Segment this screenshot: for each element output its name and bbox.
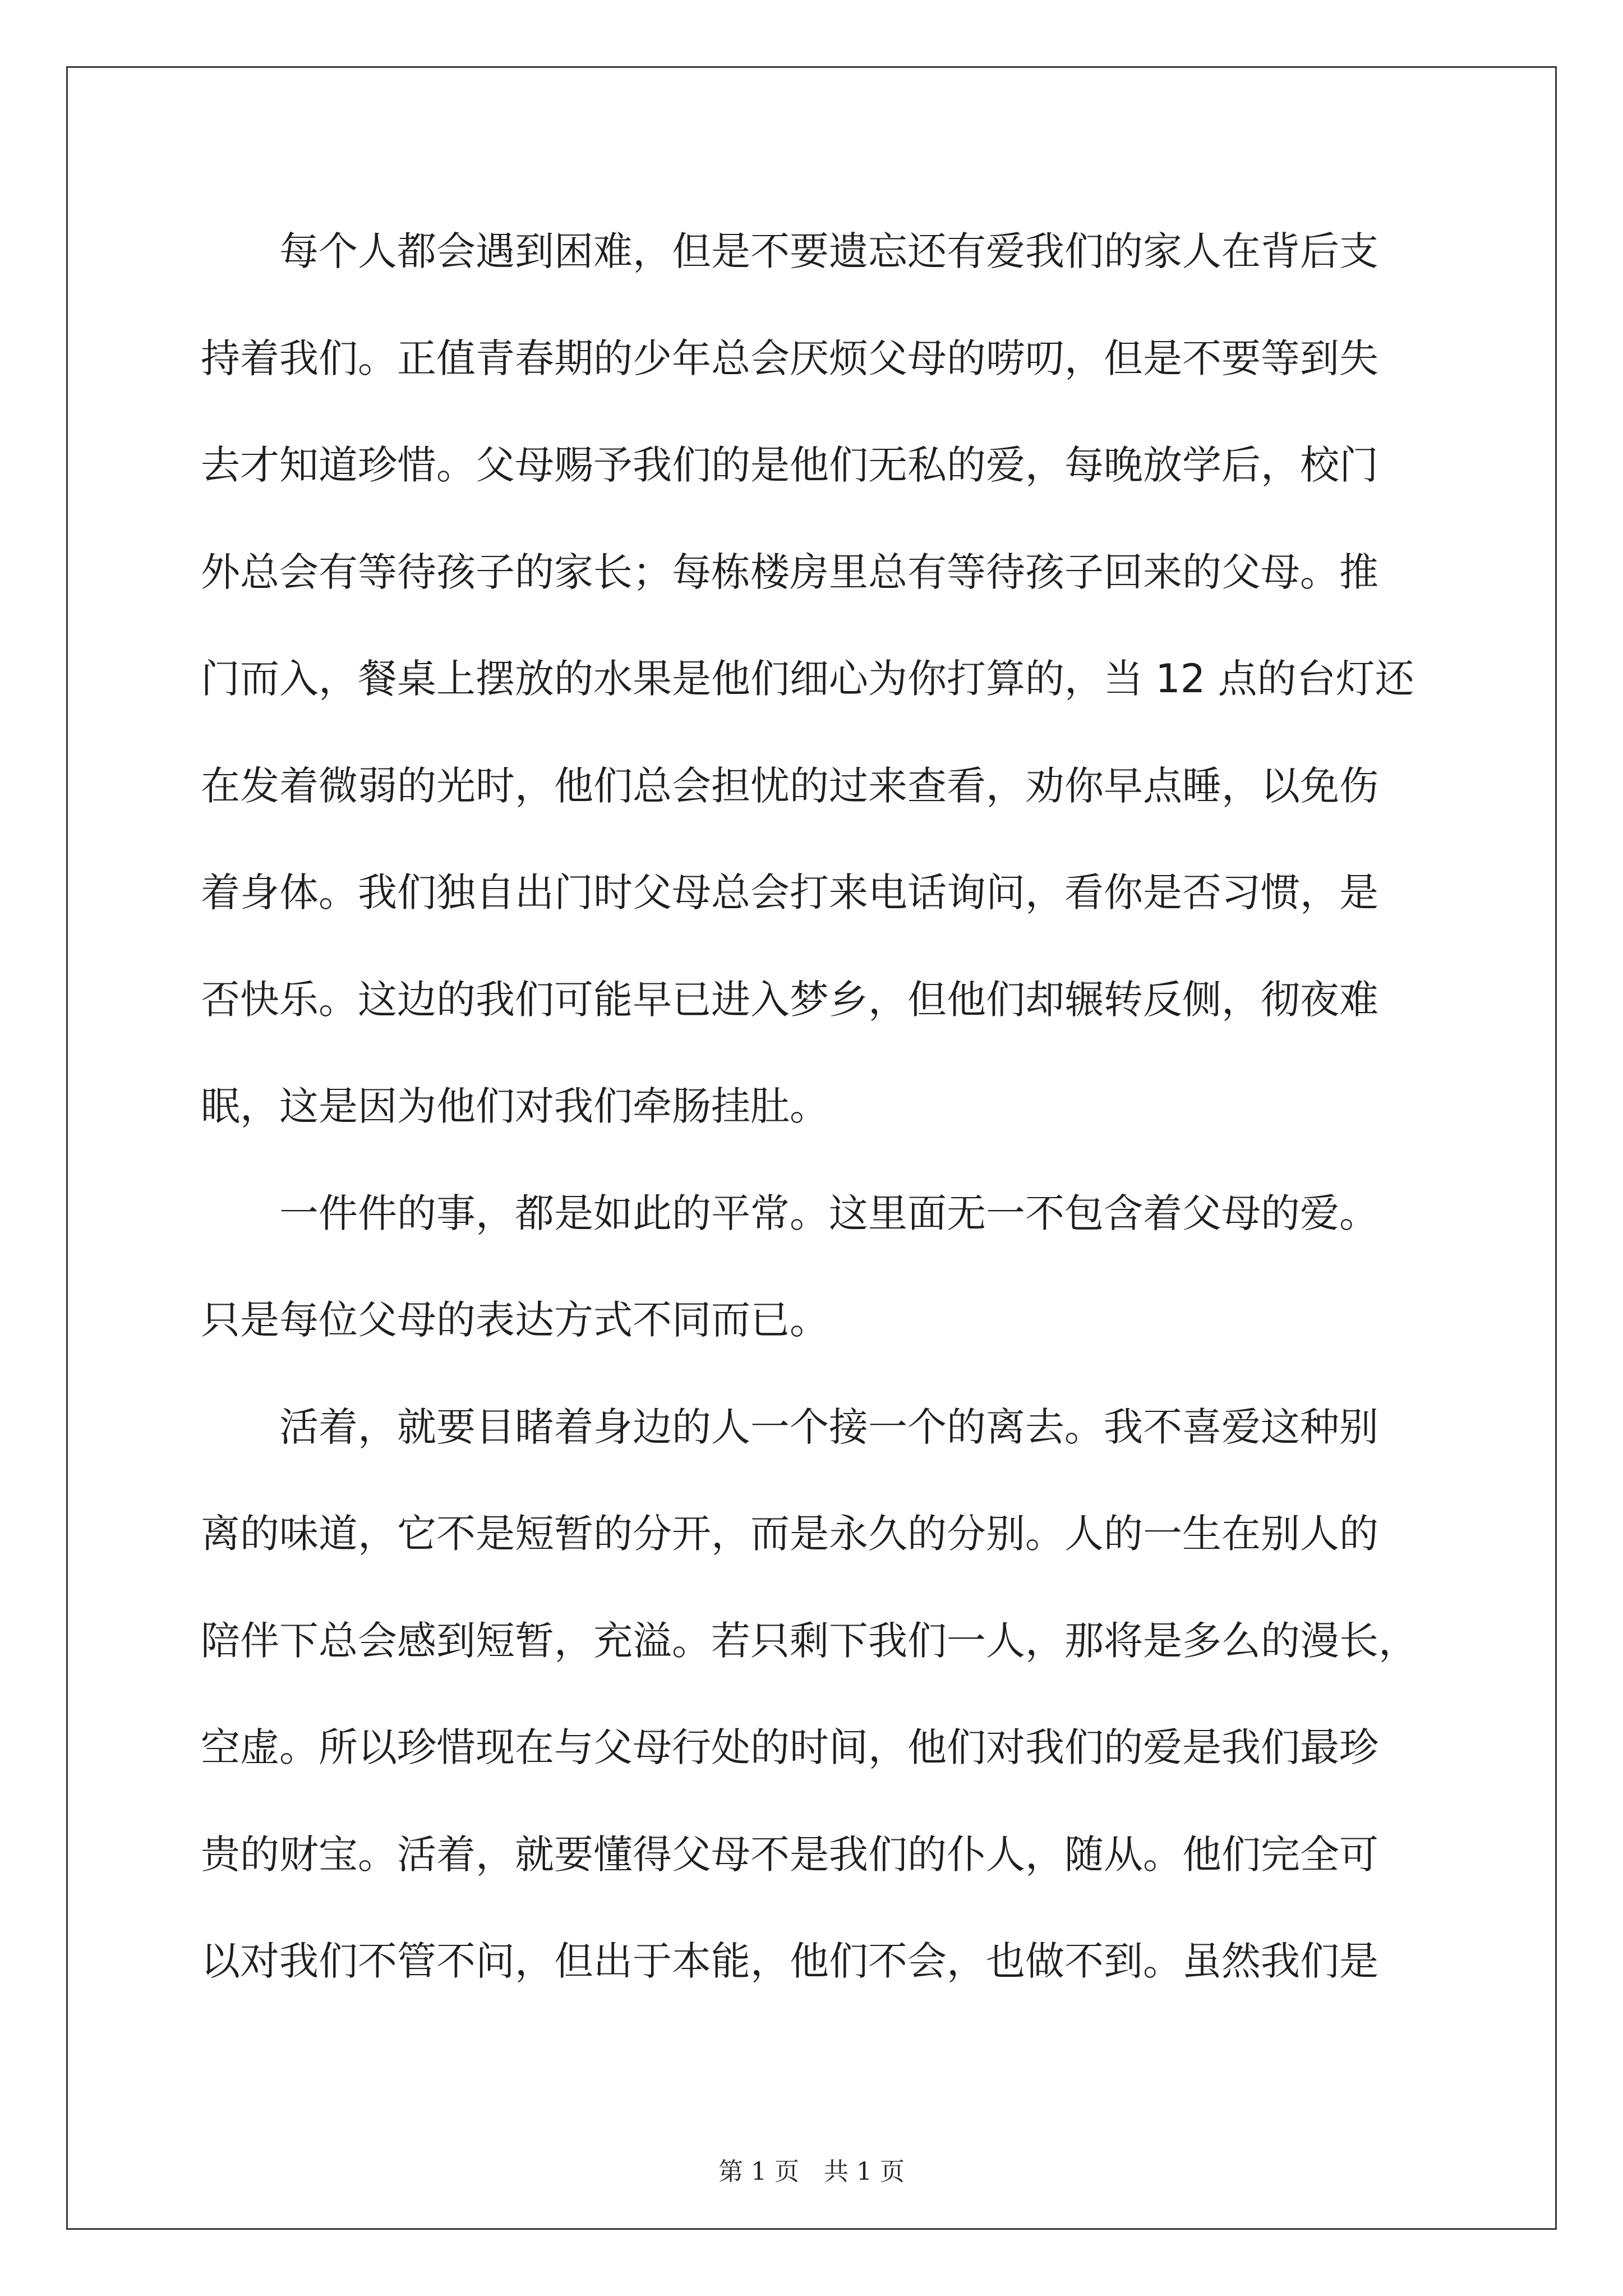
text-line: 眠，这是因为他们对我们牵肠挂肚。 xyxy=(201,1083,829,1129)
text-line: 持着我们。正值青春期的少年总会厌烦父母的唠叨，但是不要等到失 xyxy=(201,335,1378,381)
text-line: 否快乐。这边的我们可能早已进入梦乡，但他们却辗转反侧，彻夜难 xyxy=(201,977,1378,1023)
text-line: 贵的财宝。活着，就要懂得父母不是我们的仆人，随从。他们完全可 xyxy=(201,1832,1378,1878)
text-line: 外总会有等待孩子的家长；每栋楼房里总有等待孩子回来的父母。推 xyxy=(201,549,1378,595)
page-footer: 第 1 页 共 1 页 xyxy=(718,2157,905,2186)
text-line: 在发着微弱的光时，他们总会担忧的过来查看，劝你早点睡，以免伤 xyxy=(201,763,1378,809)
text-line: 陪伴下总会感到短暂，充溢。若只剩下我们一人，那将是多么的漫长， xyxy=(201,1618,1418,1664)
text-line: 门而入，餐桌上摆放的水果是他们细心为你打算的，当 12 点的台灯还 xyxy=(201,656,1414,702)
text-line: 以对我们不管不问，但出于本能，他们不会，也做不到。虽然我们是 xyxy=(201,1938,1378,1984)
text-line: 只是每位父母的表达方式不同而已。 xyxy=(201,1297,829,1343)
text-line: 一件件的事，都是如此的平常。这里面无一不包含着父母的爱。 xyxy=(201,1190,1378,1236)
text-line: 活着，就要目睹着身边的人一个接一个的离去。我不喜爱这种别 xyxy=(201,1404,1378,1450)
text-line: 空虚。所以珍惜现在与父母行处的时间，他们对我们的爱是我们最珍 xyxy=(201,1724,1378,1770)
text-line: 离的味道，它不是短暂的分开，而是永久的分别。人的一生在别人的 xyxy=(201,1511,1378,1557)
text-line: 着身体。我们独自出门时父母总会打来电话询问，看你是否习惯，是 xyxy=(201,869,1378,915)
text-line: 去才知道珍惜。父母赐予我们的是他们无私的爱，每晚放学后，校门 xyxy=(201,442,1378,488)
page-border xyxy=(66,66,1557,2230)
text-line: 每个人都会遇到困难，但是不要遗忘还有爱我们的家人在背后支 xyxy=(201,228,1378,274)
